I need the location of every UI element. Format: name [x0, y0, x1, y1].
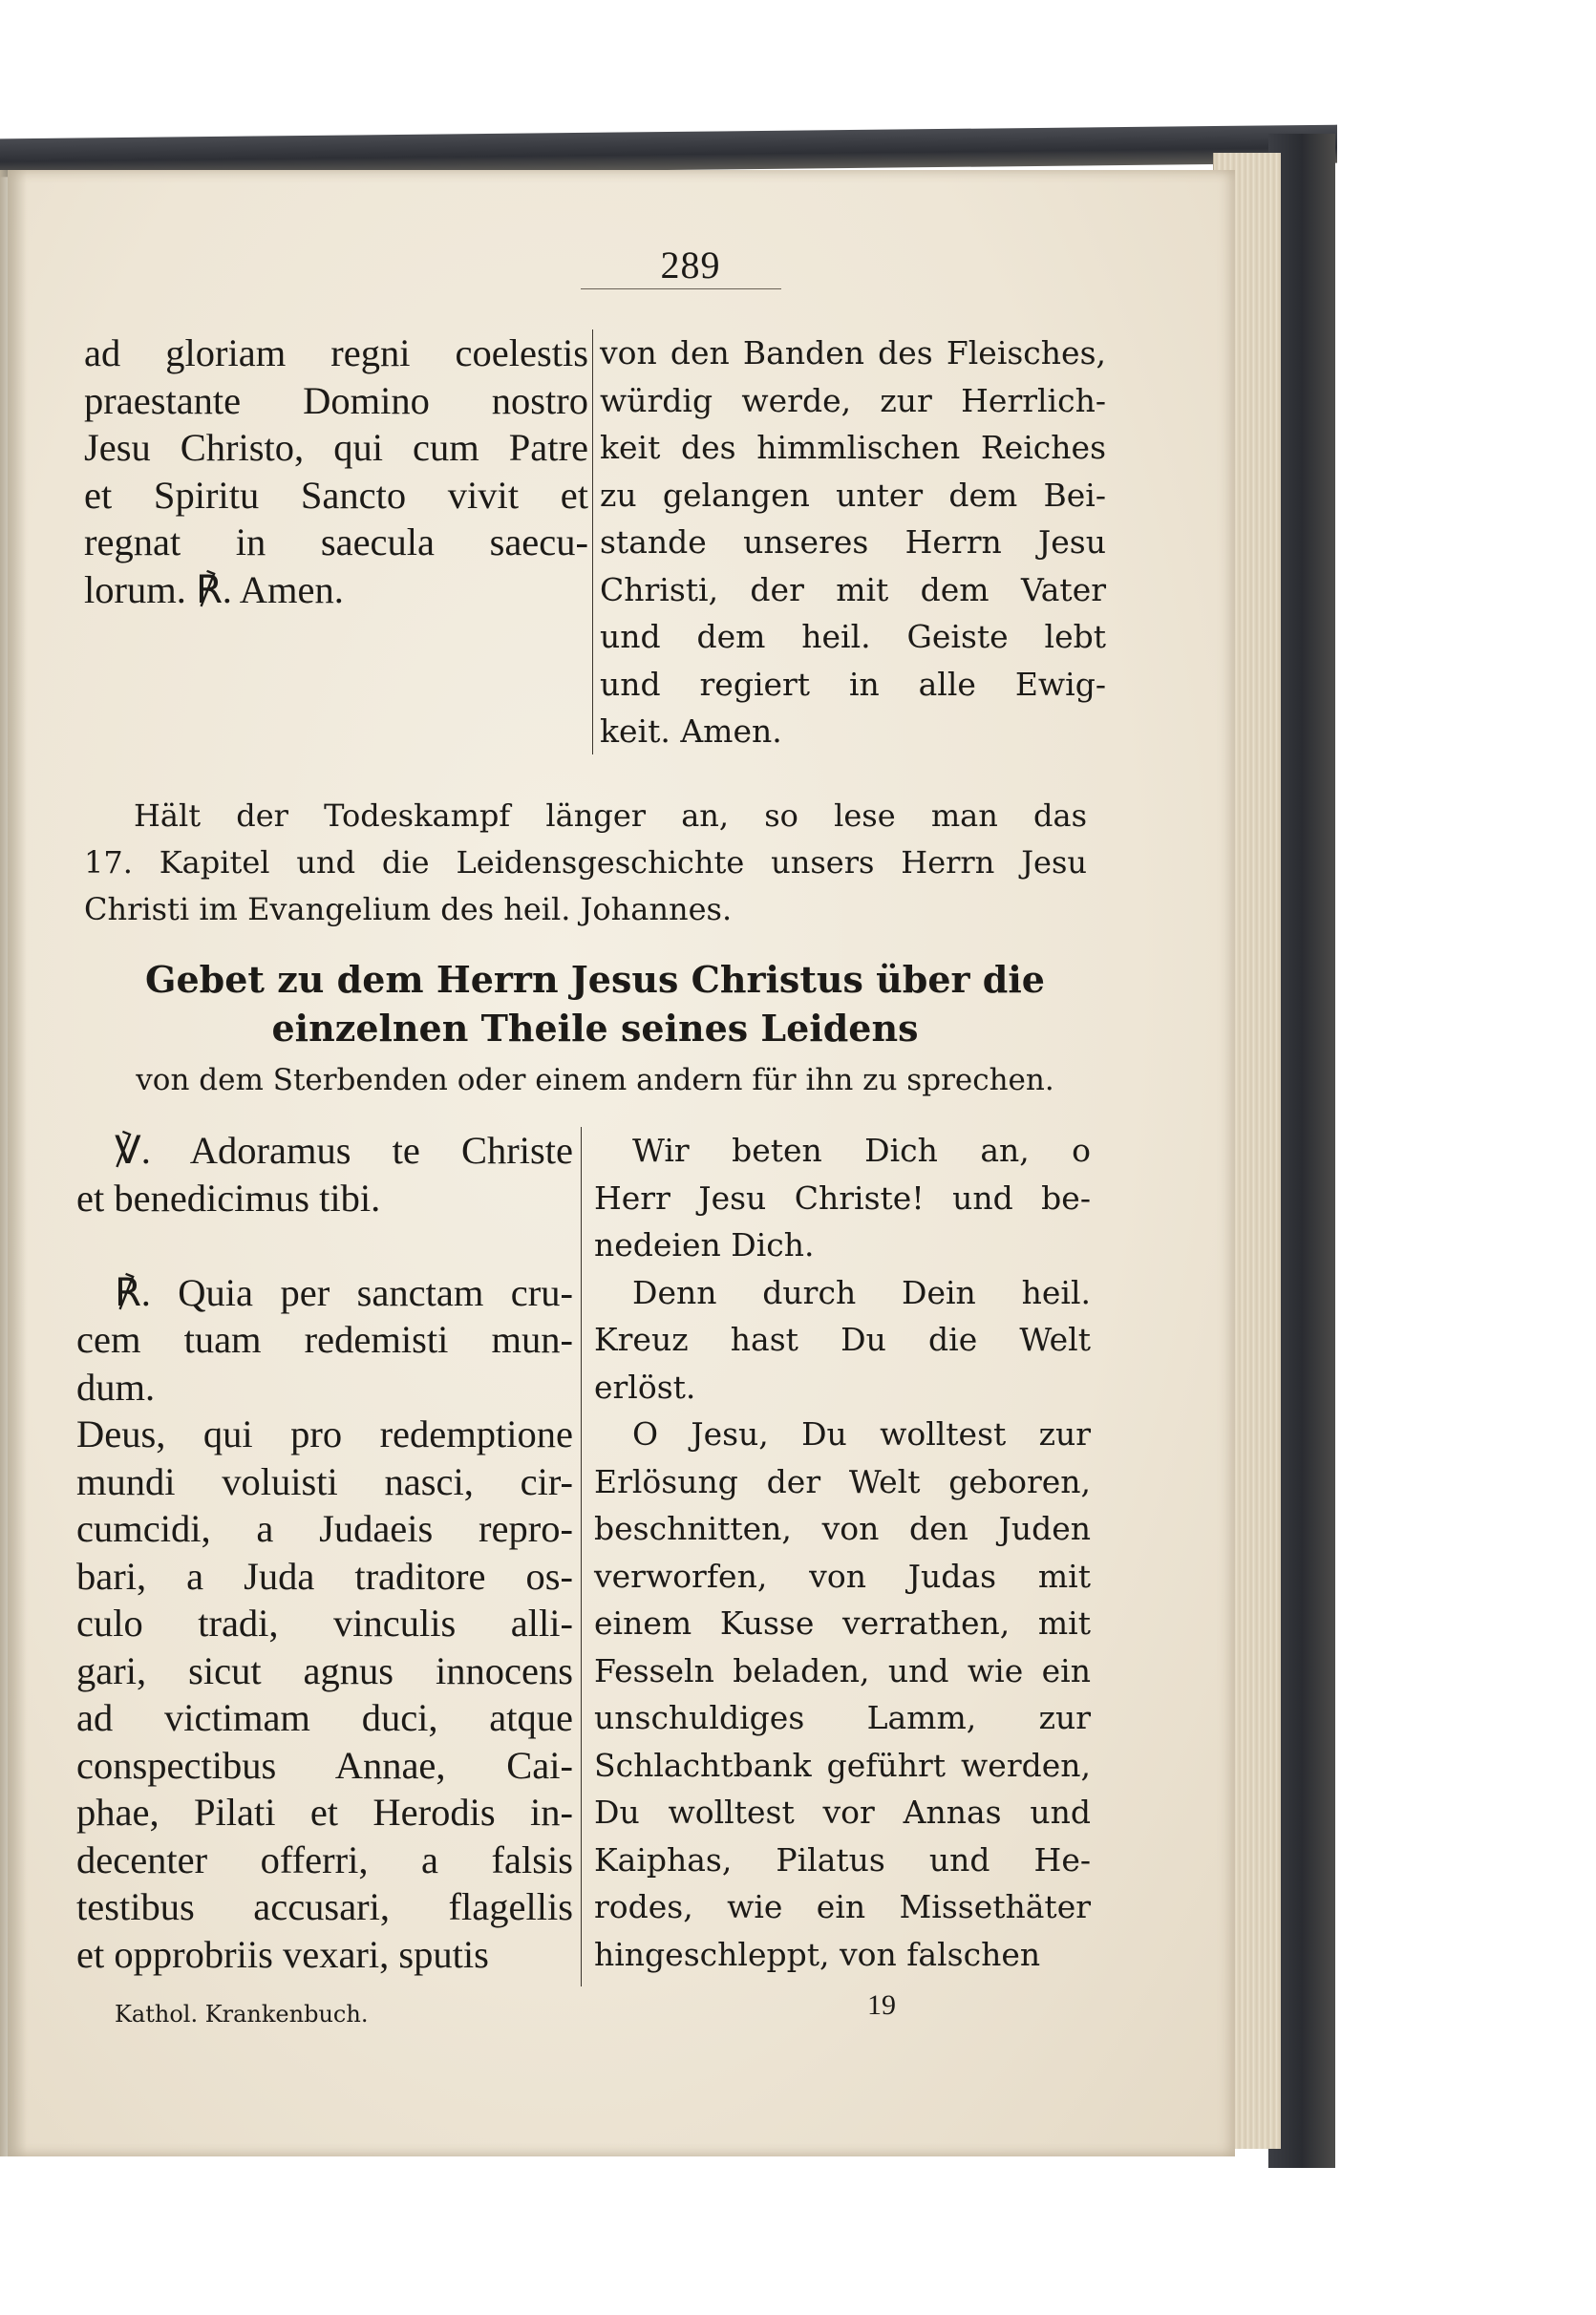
- text-line: O Jesu, Du wolltest zur: [632, 1415, 1091, 1453]
- text-line: Kaiphas, Pilatus und He-: [594, 1840, 1091, 1879]
- text-line: conspectibus Annae, Cai-: [76, 1743, 573, 1787]
- text-line: Jesu Christo, qui cum Patre: [84, 426, 588, 469]
- text-line: nedeien Dich.: [594, 1226, 815, 1264]
- german-prayer: [594, 1127, 1091, 1978]
- text-line: Deus, qui pro redemptione: [76, 1412, 573, 1455]
- prayer-subheading: von dem Sterbenden oder einem andern für ihn zu sprechen.: [136, 1063, 1054, 1097]
- text-line: ℣. Adoramus te Christe: [115, 1129, 573, 1172]
- text-line: und dem heil. Geiste lebt: [600, 618, 1106, 655]
- column-divider: [592, 329, 593, 754]
- text-line: 17. Kapitel und die Leidensgeschichte unsers Herrn Jesu: [84, 844, 1087, 881]
- footer-signature-mark: 19: [867, 1989, 896, 2021]
- text-line: verworfen, von Judas mit: [594, 1557, 1091, 1595]
- footer-book-title: Kathol. Krankenbuch.: [115, 2001, 369, 2028]
- text-line: einem Kusse verrathen, mit: [594, 1604, 1091, 1642]
- text-line: zu gelangen unter dem Bei-: [600, 476, 1106, 514]
- text-line: Hält der Todeskampf länger an, so lese man das: [134, 797, 1087, 834]
- text-line: et opprobriis vexari, sputis: [76, 1932, 489, 1976]
- text-line: Du wolltest vor Annas und: [594, 1794, 1091, 1831]
- text-line: praestante Domino nostro: [84, 378, 588, 422]
- column-divider: [581, 1127, 582, 1986]
- german-prayer-ending: [600, 329, 1106, 755]
- text-line: testibus accusari, flagellis: [76, 1885, 573, 1928]
- text-line: keit des himmlischen Reiches: [600, 429, 1106, 466]
- text-line: gari, sicut agnus innocens: [76, 1648, 573, 1692]
- text-line: erlöst.: [594, 1368, 696, 1406]
- text-line: [76, 1221, 573, 1269]
- prayer-heading: [84, 955, 1106, 1052]
- page-number-rule: [581, 288, 781, 289]
- text-line: et benedicimus tibi.: [76, 1176, 381, 1220]
- text-line: beschnitten, von den Juden: [594, 1510, 1091, 1547]
- text-line: hingeschleppt, von falschen: [594, 1935, 1041, 1973]
- text-line: ad victimam duci, atque: [76, 1696, 573, 1739]
- text-line: Denn durch Dein heil.: [632, 1273, 1091, 1311]
- text-line: Herr Jesu Christe! und be-: [594, 1179, 1091, 1217]
- latin-prayer: [76, 1127, 573, 1978]
- text-line: Fesseln beladen, und wie ein: [594, 1651, 1091, 1689]
- text-line: cumcidi, a Judaeis repro-: [76, 1507, 573, 1550]
- heading-line: Gebet zu dem Herrn Jesus Christus über die: [145, 958, 1045, 1001]
- text-line: culo tradi, vinculis alli-: [76, 1602, 573, 1645]
- text-line: Christi, der mit dem Vater: [600, 570, 1106, 608]
- heading-line: einzelnen Theile seines Leidens: [271, 1007, 919, 1050]
- page-number: 289: [660, 244, 721, 287]
- text-line: Wir beten Dich an, o: [632, 1132, 1091, 1169]
- text-line: von den Banden des Fleisches,: [600, 334, 1106, 372]
- text-line: Kreuz hast Du die Welt: [594, 1321, 1091, 1358]
- text-line: Schlachtbank geführt werden,: [594, 1746, 1091, 1784]
- text-line: decenter offerri, a falsis: [76, 1837, 573, 1881]
- text-line: dum.: [76, 1365, 156, 1409]
- text-line: Christi im Evangelium des heil. Johannes.: [84, 891, 733, 927]
- text-line: regnat in saecula saecu-: [84, 520, 588, 563]
- text-line: keit. Amen.: [600, 712, 782, 750]
- text-line: phae, Pilati et Herodis in-: [76, 1791, 573, 1834]
- text-line: stande unseres Herrn Jesu: [600, 523, 1106, 561]
- text-line: ad gloriam regni coelestis: [84, 331, 588, 374]
- text-line: würdig werde, zur Herrlich-: [600, 381, 1106, 419]
- text-line: unschuldiges Lamm, zur: [594, 1699, 1091, 1736]
- gutter-shadow: [0, 170, 27, 2156]
- latin-prayer-ending: [84, 329, 588, 613]
- text-line: und regiert in alle Ewig-: [600, 665, 1106, 703]
- text-line: mundi voluisti nasci, cir-: [76, 1459, 573, 1503]
- text-line: ℟. Quia per sanctam cru-: [115, 1270, 573, 1314]
- instruction-paragraph: [84, 793, 1087, 933]
- text-line: et Spiritu Sancto vivit et: [84, 473, 588, 517]
- text-line: rodes, wie ein Missethäter: [594, 1888, 1091, 1925]
- text-line: bari, a Juda traditore os-: [76, 1554, 573, 1598]
- text-line: cem tuam redemisti mun-: [76, 1318, 573, 1361]
- text-line: Erlösung der Welt geboren,: [594, 1462, 1091, 1500]
- text-line: lorum. ℟. Amen.: [84, 567, 344, 611]
